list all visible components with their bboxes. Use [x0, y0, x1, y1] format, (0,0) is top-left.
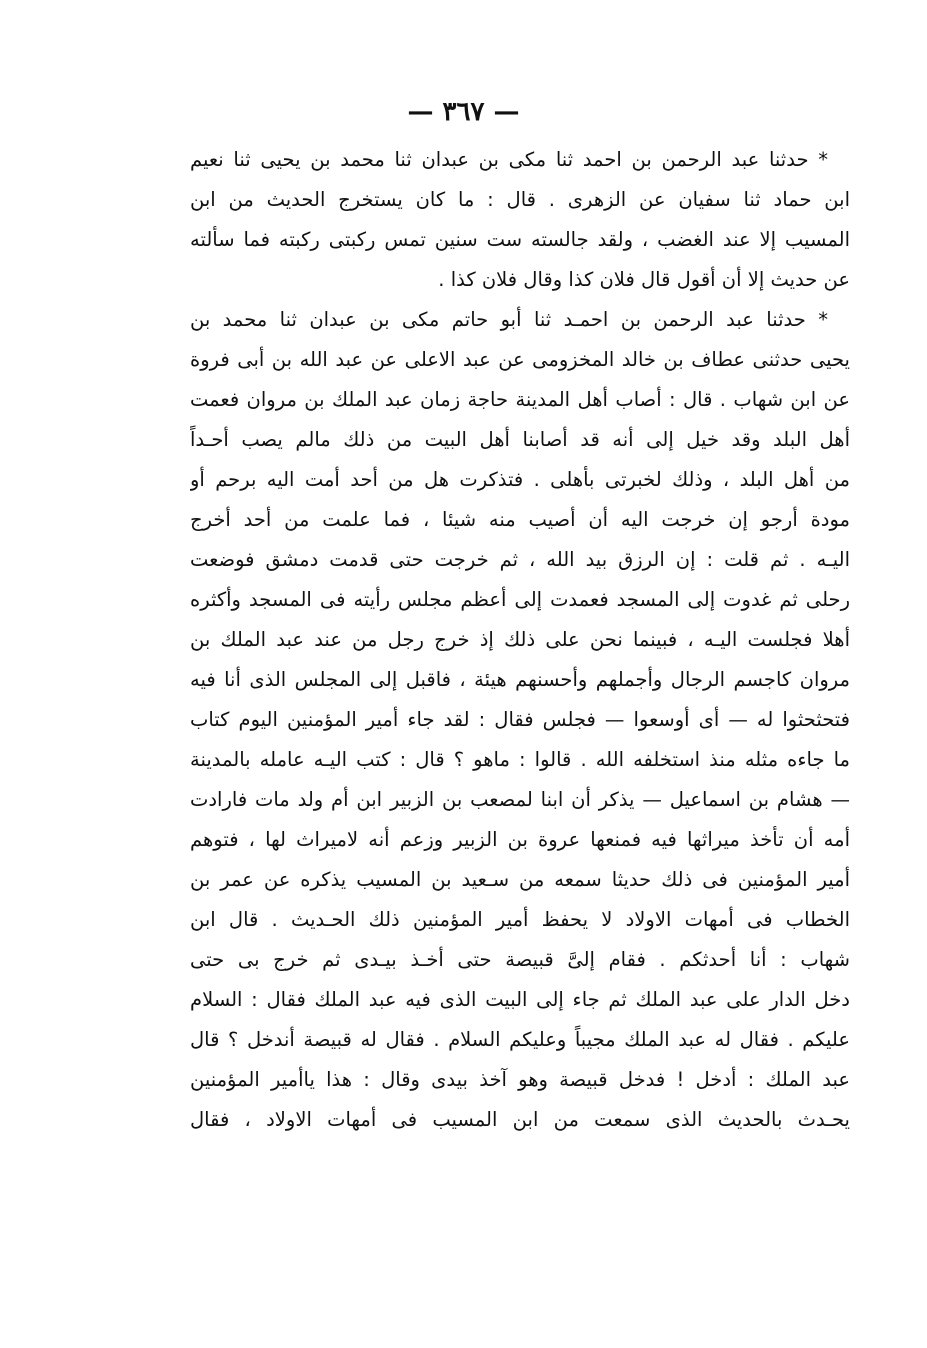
text-line: اليـه . ثم قلت : إن الرزق بيد الله ، ثم خرجت حتى قدمت دمشق فوضعت [190, 548, 850, 571]
text-line: المسيب إلا عند الغضب ، ولقد جالسته ست سنين تمس ركبتى ركبته فما سألته [190, 228, 850, 251]
text-line: أهلا فجلست اليـه ، فبينما نحن على ذلك إذ خرج رجل من عند عبد الملك بن [190, 628, 850, 651]
text-line: رحلى ثم غدوت إلى المسجد فعمدت إلى أعظم مجلس رأيته فى المسجد وأكثره [190, 588, 850, 611]
text-line: فتحثحثوا له — أى أوسعوا — فجلس فقال : لقد جاء أمير المؤمنين اليوم كتاب [190, 708, 850, 731]
text-line: أمه أن تأخذ ميراثها فيه فمنعها عروة بن الزبير وزعم أنه لاميراث لها ، فتوهم [190, 828, 850, 851]
text-line: عبد الملك : أدخل ! فدخل قبيصة وهو آخذ بيدى وقال : هذا ياأمير المؤمنين [190, 1068, 850, 1091]
text-line: عن ابن شهاب . قال : أصاب أهل المدينة حاجة زمان عبد الملك بن مروان فعمت [190, 388, 850, 411]
text-line: * حدثنا عبد الرحمن بن احمد ثنا مكى بن عبدان ثنا محمد بن يحيى ثنا نعيم [190, 148, 828, 171]
text-line: عن حديث إلا أن أقول قال فلان كذا وقال فلان كذا . [438, 268, 850, 291]
text-line: من أهل البلد ، وذلك لخبرتى بأهلى . فتذكرت هل من أحد أمت اليه برحم أو [190, 468, 850, 491]
text-line: مروان كاجسم الرجال وأجملهم وأحسنهم هيئة ، فاقبل إلى المجلس الذى أنا فيه [190, 668, 850, 691]
page-number: — ٣٦٧ — [407, 97, 520, 127]
text-line: ما جاءه مثله منذ استخلفه الله . قالوا : ماهو ؟ قال : كتب اليـه عامله بالمدينة [190, 748, 850, 771]
text-line: أمير المؤمنين فى ذلك حديثا سمعه من سـعيد بن المسيب يذكره عن عمر بن [190, 868, 850, 891]
text-line: * حدثنا عبد الرحمن بن احمـد ثنا أبو حاتم مكى بن عبدان ثنا محمد بن [190, 308, 828, 331]
text-line: عليكم . فقال له عبد الملك مجيباً وعليكم السلام . فقال له قبيصة أندخل ؟ قال [190, 1028, 850, 1051]
text-line: أهل البلد وقد خيل إلى أنه قد أصابنا أهل البيت من ذلك مالم يصب أحـداً [190, 428, 850, 451]
text-line: — هشام بن اسماعيل — يذكر أن ابنا لمصعب بن الزبير ابن أم ولد مات فارادت [190, 788, 850, 811]
body-text [190, 140, 850, 1140]
text-line: ابن حماد ثنا سفيان عن الزهرى . قال : ما كان يستخرج الحديث من ابن [190, 188, 850, 211]
text-line: مودة أرجو إن خرجت اليه أن أصيب منه شيئا ، فما علمت من أحد أخرج [190, 508, 850, 531]
text-line: دخل الدار على عبد الملك ثم جاء إلى البيت الذى فيه عبد الملك فقال : السلام [190, 988, 850, 1011]
text-line: شهاب : أنا أحدثكم . فقام إلىَّ قبيصة حتى أخـذ بيـدى ثم خرج بى حتى [190, 948, 850, 971]
text-line: الخطاب فى أمهات الاولاد لا يحفظ أمير المؤمنين ذلك الحـديث . قال ابن [190, 908, 850, 931]
text-line: يحيى حدثنى عطاف بن خالد المخزومى عن عبد الاعلى عن عبد الله بن أبى فروة [190, 348, 850, 371]
text-line: يحـدث بالحديث الذى سمعت من ابن المسيب فى أمهات الاولاد ، فقال [190, 1108, 850, 1131]
